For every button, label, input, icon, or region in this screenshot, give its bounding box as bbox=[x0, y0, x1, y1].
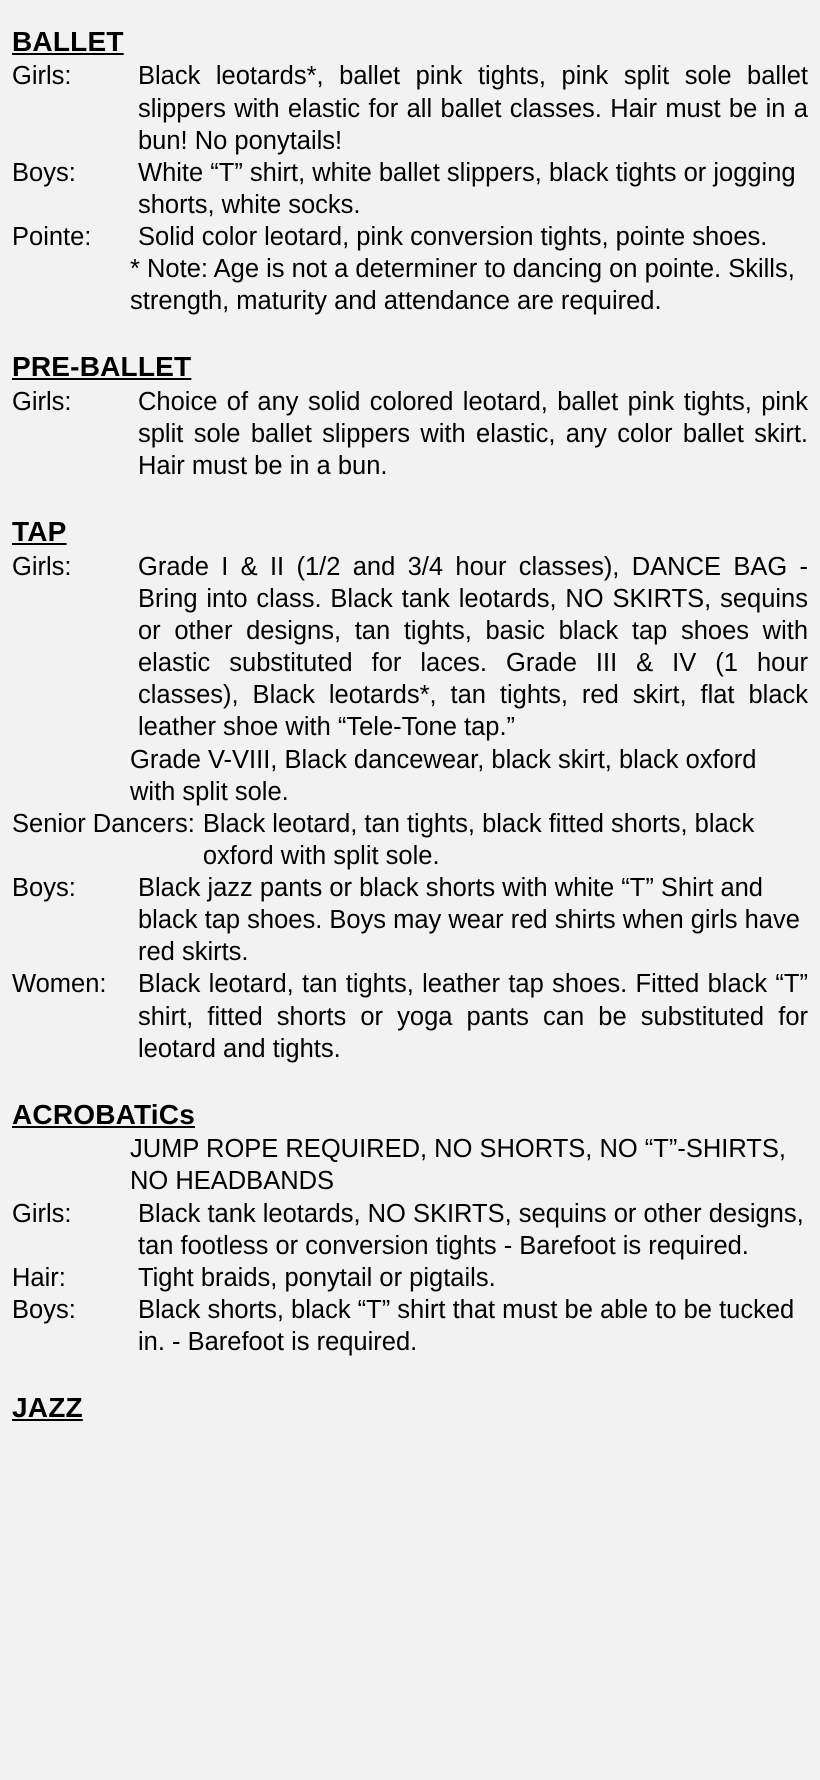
entry-text: Black leotards*, ballet pink tights, pink split sole ballet slippers with elastic for all ballet classes. Hair must be in a bun! No ponytails! bbox=[138, 62, 808, 155]
entry-row bbox=[12, 872, 808, 968]
entry-label: Girls: bbox=[12, 552, 72, 581]
section-tap bbox=[12, 516, 808, 1064]
entry-row bbox=[12, 551, 808, 744]
section-acrobatics bbox=[12, 1099, 808, 1358]
entry-text: Black tank leotards, NO SKIRTS, sequins or other designs, tan footless or conversion tights - Barefoot is required. bbox=[138, 1199, 804, 1260]
entry-text: Black shorts, black “T” shirt that must be able to be tucked in. - Barefoot is required. bbox=[138, 1295, 795, 1356]
entry-label: Hair: bbox=[12, 1263, 66, 1292]
entry-text: Tight braids, ponytail or pigtails. bbox=[138, 1263, 496, 1292]
section-lead-text: JUMP ROPE REQUIRED, NO SHORTS, NO “T”-SHIRTS, NO HEADBANDS bbox=[130, 1135, 786, 1196]
entry-text: Black leotard, tan tights, black fitted shorts, black oxford with split sole. bbox=[202, 809, 755, 870]
entry-text: Solid color leotard, pink conversion tights, pointe shoes. bbox=[138, 223, 768, 252]
entry-label: Boys: bbox=[12, 874, 76, 903]
section-pre-ballet bbox=[12, 351, 808, 482]
entry-row bbox=[12, 1294, 808, 1358]
entry-label: Senior Dancers: bbox=[12, 809, 195, 838]
entry-label: Girls: bbox=[12, 62, 72, 91]
entry-text: White “T” shirt, white ballet slippers, black tights or jogging shorts, white socks. bbox=[138, 158, 796, 219]
entry-text: Black jazz pants or black shorts with white “T” Shirt and black tap shoes. Boys may wear red shirts when girls have red skirts. bbox=[138, 874, 800, 967]
entry-row bbox=[12, 60, 808, 156]
entry-text: Choice of any solid colored leotard, ballet pink tights, pink split sole ballet slippers with elastic, any color ballet skirt. Hair must be in a bun. bbox=[138, 387, 808, 481]
entry-row bbox=[12, 1198, 808, 1262]
entry-continuation: Grade V-VIII, Black dancewear, black skirt, black oxford with split sole. bbox=[130, 745, 757, 806]
entry-row bbox=[12, 1262, 808, 1294]
entry-row bbox=[12, 808, 808, 872]
entry-label: Women: bbox=[12, 970, 107, 999]
section-heading-ballet: BALLET bbox=[12, 26, 124, 57]
section-jazz bbox=[12, 1392, 808, 1426]
section-heading-jazz: JAZZ bbox=[12, 1392, 83, 1424]
entry-row bbox=[12, 386, 808, 482]
entry-text: Grade I & II (1/2 and 3/4 hour classes), DANCE BAG - Bring into class. Black tank leotards, NO SKIRTS, sequins or other designs, tan tights, basic black tap shoes with elastic substituted for laces. Grade III & IV (1 hour classes), Black leotards*, tan tights, red skirt, flat black leather shoe with “Tele-Tone tap.” bbox=[138, 552, 808, 742]
entry-text: Black leotard, tan tights, leather tap shoes. Fitted black “T” shirt, fitted shorts or yoga pants can be substituted for leotard and tights. bbox=[138, 970, 808, 1063]
section-heading-tap: TAP bbox=[12, 516, 67, 548]
entry-label: Boys: bbox=[12, 158, 76, 187]
entry-row bbox=[12, 221, 808, 253]
section-ballet bbox=[12, 26, 808, 317]
section-spacer bbox=[12, 486, 808, 516]
entry-label: Pointe: bbox=[12, 223, 92, 252]
entry-note: * Note: Age is not a determiner to dancing on pointe. Skills, strength, maturity and attendance are required. bbox=[130, 255, 795, 316]
entry-row bbox=[12, 157, 808, 221]
section-spacer bbox=[12, 1069, 808, 1099]
section-spacer bbox=[12, 321, 808, 351]
entry-label: Girls: bbox=[12, 1199, 72, 1228]
entry-label: Girls: bbox=[12, 387, 72, 416]
section-heading-pre-ballet: PRE-BALLET bbox=[12, 351, 192, 383]
entry-row bbox=[12, 968, 808, 1064]
entry-label: Boys: bbox=[12, 1295, 76, 1324]
section-spacer bbox=[12, 1362, 808, 1392]
section-heading-acrobatics: ACROBATiCs bbox=[12, 1098, 195, 1130]
